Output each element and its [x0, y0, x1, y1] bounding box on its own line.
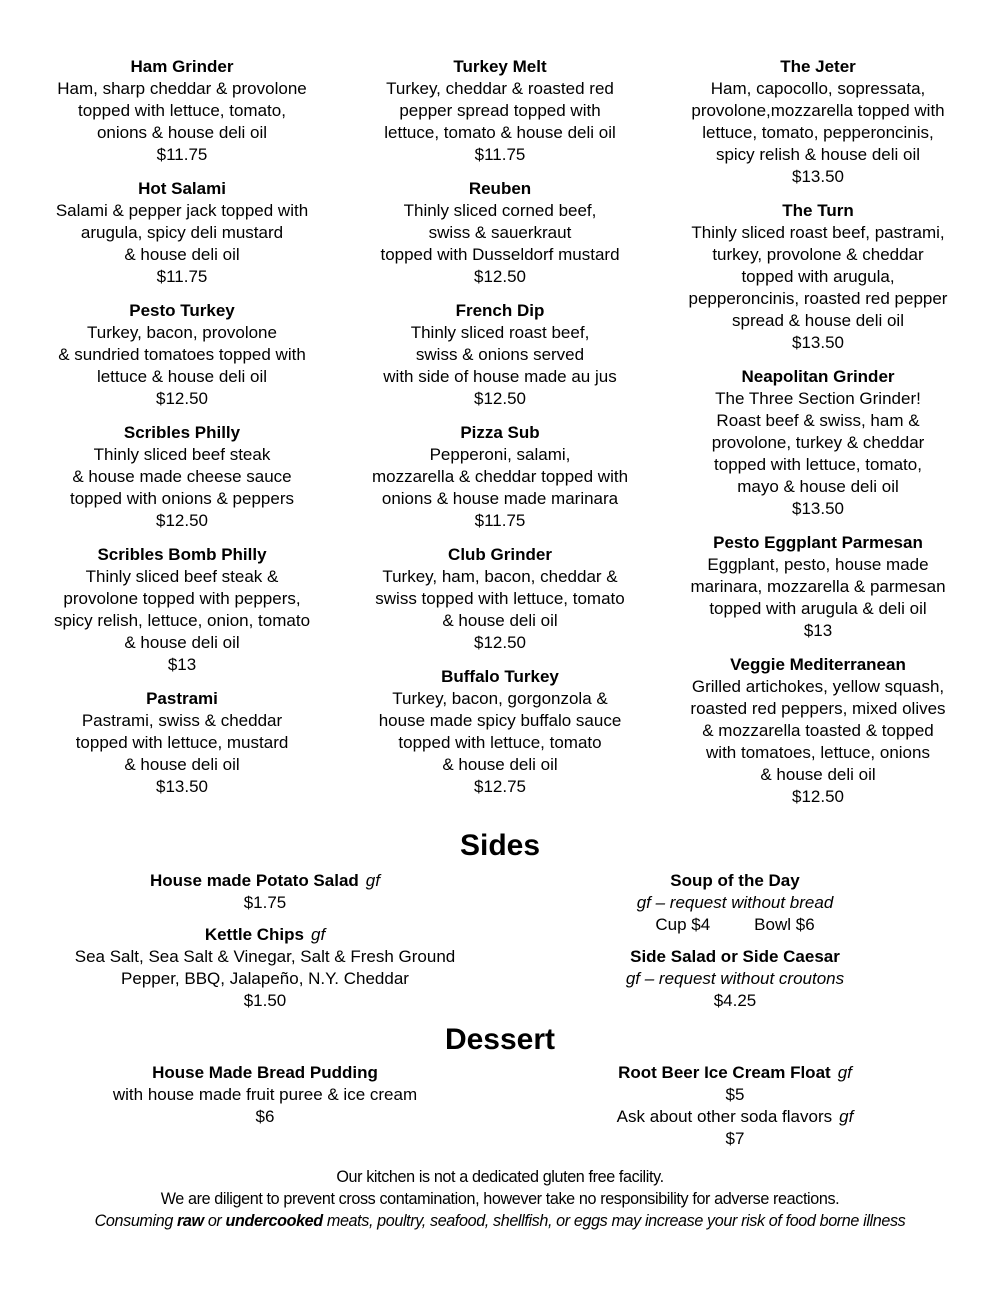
- sandwich-column-2: [348, 56, 652, 820]
- menu-item: [348, 178, 652, 288]
- item-name-text: House Made Bread Pudding: [152, 1063, 378, 1082]
- item-price: $12.50: [474, 389, 526, 408]
- item-desc-line: Pastrami, swiss & cheddar: [81, 711, 283, 730]
- menu-item: [666, 532, 970, 642]
- item-price: $12.50: [474, 267, 526, 286]
- item-desc-line: Thinly sliced beef steak: [93, 445, 271, 464]
- menu-item: [348, 666, 652, 798]
- item-price: $13: [167, 655, 197, 674]
- item-price: $13.50: [156, 777, 208, 796]
- sides-heading: Sides: [459, 829, 541, 862]
- item-desc-text: gf – request without croutons: [625, 969, 845, 988]
- item-desc-line: Grilled artichokes, yellow squash,: [691, 677, 945, 696]
- item-desc-line: Turkey, ham, bacon, cheddar &: [382, 567, 618, 586]
- item-name-text: Pizza Sub: [460, 423, 540, 442]
- footer-line-raw-warning: [25, 1210, 975, 1232]
- item-desc-line: mayo & house deli oil: [737, 477, 899, 496]
- item-desc-line: onions & house made marinara: [381, 489, 619, 508]
- item-desc-line: & house made cheese sauce: [72, 467, 292, 486]
- menu-item: [30, 300, 334, 410]
- item-desc-line: with house made fruit puree & ice cream: [112, 1085, 418, 1104]
- item-desc-line: & house deli oil: [442, 611, 558, 630]
- item-name: [348, 666, 652, 688]
- menu-item: [30, 924, 500, 1012]
- item-desc-line: Roast beef & swiss, ham &: [716, 411, 920, 430]
- item-desc-line: topped with lettuce, mustard: [75, 733, 289, 752]
- item-price: $13.50: [792, 333, 844, 352]
- item-name: [30, 300, 334, 322]
- item-desc-line: $7: [725, 1129, 745, 1148]
- item-name: [348, 422, 652, 444]
- item-desc-line: & house deli oil: [442, 755, 558, 774]
- menu-item: [30, 178, 334, 288]
- item-price: $13.50: [792, 167, 844, 186]
- item-name: [500, 946, 970, 968]
- item-name: [500, 870, 970, 892]
- item-desc-line: swiss topped with lettuce, tomato: [375, 589, 625, 608]
- item-name-text: Soup of the Day: [670, 871, 800, 890]
- item-name: [30, 544, 334, 566]
- item-price: $6: [255, 1107, 275, 1126]
- item-desc-line: & house deli oil: [124, 245, 240, 264]
- item-desc-line: topped with onions & peppers: [70, 489, 294, 508]
- menu-item: [500, 1062, 970, 1150]
- dessert-column-1: [30, 1062, 500, 1160]
- item-desc-line: [500, 1106, 970, 1128]
- item-desc-line: [500, 914, 970, 936]
- item-desc-line: pepperoncinis, roasted red pepper: [688, 289, 948, 308]
- item-price: $1.50: [243, 991, 287, 1010]
- item-name-text: Club Grinder: [448, 545, 552, 564]
- item-name-text: Buffalo Turkey: [441, 667, 559, 686]
- gluten-free-tag: gf: [839, 1107, 854, 1126]
- item-desc-line: & house deli oil: [124, 755, 240, 774]
- gluten-free-tag: gf: [311, 925, 326, 944]
- item-name: [30, 1062, 500, 1084]
- dessert-heading: Dessert: [444, 1023, 556, 1056]
- item-desc-line: provolone,mozzarella topped with: [691, 101, 945, 120]
- menu-item: [30, 1062, 500, 1128]
- item-desc-text-2: Bowl $6: [754, 915, 815, 934]
- item-name: [348, 544, 652, 566]
- item-name: [348, 178, 652, 200]
- footer-warning-pre: Consuming: [94, 1211, 178, 1230]
- item-desc-line: topped with lettuce, tomato,: [78, 101, 286, 120]
- item-name: [666, 200, 970, 222]
- item-name-text: Root Beer Ice Cream Float: [618, 1063, 831, 1082]
- item-price: $4.25: [713, 991, 757, 1010]
- item-desc-line: Turkey, cheddar & roasted red: [386, 79, 614, 98]
- item-price: $1.75: [243, 893, 287, 912]
- item-desc-line: spread & house deli oil: [731, 311, 904, 330]
- item-desc-line: swiss & sauerkraut: [428, 223, 572, 242]
- dessert-column-2: [500, 1062, 970, 1160]
- menu-item: [348, 544, 652, 654]
- item-name: [666, 56, 970, 78]
- item-desc-line: lettuce, tomato, pepperoncinis,: [702, 123, 934, 142]
- menu-item: [30, 56, 334, 166]
- item-price: $12.75: [474, 777, 526, 796]
- item-name: [666, 532, 970, 554]
- item-desc-line: $5: [725, 1085, 745, 1104]
- item-desc-line: Pepperoni, salami,: [429, 445, 571, 464]
- item-desc-line: Ham, capocollo, sopressata,: [710, 79, 926, 98]
- sides-column-2: [500, 870, 970, 1022]
- item-name: [30, 56, 334, 78]
- menu-item: [30, 422, 334, 532]
- sides-section: [0, 870, 1000, 1022]
- item-price: $12.50: [474, 633, 526, 652]
- item-desc-line: The Three Section Grinder!: [715, 389, 921, 408]
- item-desc-line: house made spicy buffalo sauce: [378, 711, 622, 730]
- footer-warning-undercooked: undercooked: [225, 1211, 323, 1230]
- item-desc-line: topped with arugula & deli oil: [709, 599, 927, 618]
- item-name: [500, 1062, 970, 1084]
- item-desc-line: lettuce & house deli oil: [96, 367, 268, 386]
- menu-item: [666, 200, 970, 354]
- item-desc-line: Sea Salt, Sea Salt & Vinegar, Salt & Fresh Ground: [74, 947, 456, 966]
- menu-item: [500, 946, 970, 1012]
- gluten-free-tag: gf: [837, 1063, 852, 1082]
- sides-column-1: [30, 870, 500, 1022]
- item-desc-line: Turkey, bacon, gorgonzola &: [392, 689, 608, 708]
- item-price: $11.75: [474, 145, 526, 164]
- item-desc-line: Thinly sliced beef steak &: [85, 567, 279, 586]
- item-desc-line: spicy relish, lettuce, onion, tomato: [53, 611, 311, 630]
- footer-warning-post: meats, poultry, seafood, shellfish, or eggs may increase your risk of food borne illness: [322, 1211, 906, 1230]
- item-price: $11.75: [156, 145, 208, 164]
- item-name-text: Pesto Eggplant Parmesan: [713, 533, 923, 552]
- menu-item: [348, 422, 652, 532]
- footer-disclaimer: [0, 1166, 1000, 1232]
- sandwich-section: [0, 56, 1000, 820]
- item-desc-line: Turkey, bacon, provolone: [87, 323, 277, 342]
- item-desc-line: marinara, mozzarella & parmesan: [690, 577, 946, 596]
- item-name: [348, 56, 652, 78]
- item-name-text: Reuben: [468, 179, 532, 198]
- item-name-text: Turkey Melt: [453, 57, 547, 76]
- item-name-text: House made Potato Salad: [150, 871, 359, 890]
- item-desc-text: Ask about other soda flavors: [616, 1107, 833, 1126]
- item-name-text: Kettle Chips: [204, 925, 304, 944]
- item-price: $13: [803, 621, 833, 640]
- menu-item: [30, 870, 500, 914]
- dessert-section: [0, 1062, 1000, 1160]
- menu-item: [348, 56, 652, 166]
- item-desc-line: swiss & onions served: [415, 345, 585, 364]
- item-desc-line: provolone topped with peppers,: [63, 589, 301, 608]
- item-desc-line: topped with lettuce, tomato: [398, 733, 602, 752]
- gluten-free-tag: gf: [365, 871, 380, 890]
- menu-item: [666, 56, 970, 188]
- menu-item: [666, 366, 970, 520]
- footer-warning-mid: or: [203, 1211, 226, 1230]
- item-name: [30, 688, 334, 710]
- item-price: $12.50: [792, 787, 844, 806]
- item-desc-line: pepper spread topped with: [399, 101, 601, 120]
- sandwich-column-1: [30, 56, 334, 820]
- menu-item: [30, 544, 334, 676]
- menu-item: [30, 688, 334, 798]
- item-desc-line: arugula, spicy deli mustard: [80, 223, 284, 242]
- item-desc-line: Eggplant, pesto, house made: [707, 555, 929, 574]
- footer-warning-raw: raw: [177, 1211, 204, 1230]
- item-desc-text: Cup $4: [655, 915, 711, 934]
- item-desc-line: turkey, provolone & cheddar: [712, 245, 924, 264]
- item-desc-line: & house deli oil: [760, 765, 876, 784]
- item-name-text: The Jeter: [780, 57, 856, 76]
- item-name-text: The Turn: [782, 201, 854, 220]
- menu-item: [666, 654, 970, 808]
- item-desc-line: onions & house deli oil: [96, 123, 268, 142]
- item-name: [348, 300, 652, 322]
- item-name-text: Hot Salami: [138, 179, 226, 198]
- item-desc-line: Salami & pepper jack topped with: [55, 201, 309, 220]
- item-name: [30, 924, 500, 946]
- item-desc-line: & house deli oil: [124, 633, 240, 652]
- item-name-text: Neapolitan Grinder: [741, 367, 895, 386]
- item-name-text: French Dip: [455, 301, 545, 320]
- item-desc-line: spicy relish & house deli oil: [715, 145, 921, 164]
- item-desc-line: Ham, sharp cheddar & provolone: [57, 79, 307, 98]
- item-desc-line: Pepper, BBQ, Jalapeño, N.Y. Cheddar: [121, 969, 409, 988]
- item-name-text: Pastrami: [146, 689, 218, 708]
- item-desc-line: & mozzarella toasted & topped: [702, 721, 934, 740]
- item-desc-line: with side of house made au jus: [383, 367, 617, 386]
- item-desc-line: Thinly sliced roast beef,: [410, 323, 590, 342]
- item-desc-line: [500, 892, 970, 914]
- item-price: $11.75: [474, 511, 526, 530]
- item-name: [666, 366, 970, 388]
- item-name-text: Veggie Mediterranean: [730, 655, 906, 674]
- item-name: [30, 870, 500, 892]
- item-name-text: Pesto Turkey: [129, 301, 235, 320]
- item-name-text: Side Salad or Side Caesar: [630, 947, 840, 966]
- item-desc-line: with tomatoes, lettuce, onions: [706, 743, 930, 762]
- item-desc-line: & sundried tomatoes topped with: [58, 345, 306, 364]
- item-price: $12.50: [156, 389, 208, 408]
- item-desc-line: lettuce, tomato & house deli oil: [384, 123, 616, 142]
- item-desc-line: provolone, turkey & cheddar: [711, 433, 925, 452]
- item-desc-line: topped with Dusseldorf mustard: [380, 245, 620, 264]
- item-desc-line: topped with lettuce, tomato,: [714, 455, 922, 474]
- item-name-text: Ham Grinder: [130, 57, 234, 76]
- item-price: $13.50: [792, 499, 844, 518]
- item-name: [666, 654, 970, 676]
- item-name: [30, 178, 334, 200]
- item-name-text: Scribles Bomb Philly: [97, 545, 267, 564]
- item-desc-line: topped with arugula,: [741, 267, 895, 286]
- item-price: $11.75: [156, 267, 208, 286]
- item-desc-line: [500, 968, 970, 990]
- item-name: [30, 422, 334, 444]
- sandwich-column-3: [666, 56, 970, 820]
- menu-item: [348, 300, 652, 410]
- item-desc-line: Thinly sliced corned beef,: [403, 201, 597, 220]
- item-desc-line: roasted red peppers, mixed olives: [690, 699, 946, 718]
- item-name-text: Scribles Philly: [123, 423, 241, 442]
- item-desc-line: mozzarella & cheddar topped with: [371, 467, 629, 486]
- menu-item: [500, 870, 970, 936]
- footer-line-cross-contamination: We are diligent to prevent cross contamination, however take no responsibility for adverse reactions.: [160, 1189, 840, 1208]
- item-price: $12.50: [156, 511, 208, 530]
- footer-line-gluten-facility: Our kitchen is not a dedicated gluten free facility.: [336, 1167, 664, 1186]
- item-desc-text: gf – request without bread: [636, 893, 834, 912]
- item-desc-line: Thinly sliced roast beef, pastrami,: [691, 223, 945, 242]
